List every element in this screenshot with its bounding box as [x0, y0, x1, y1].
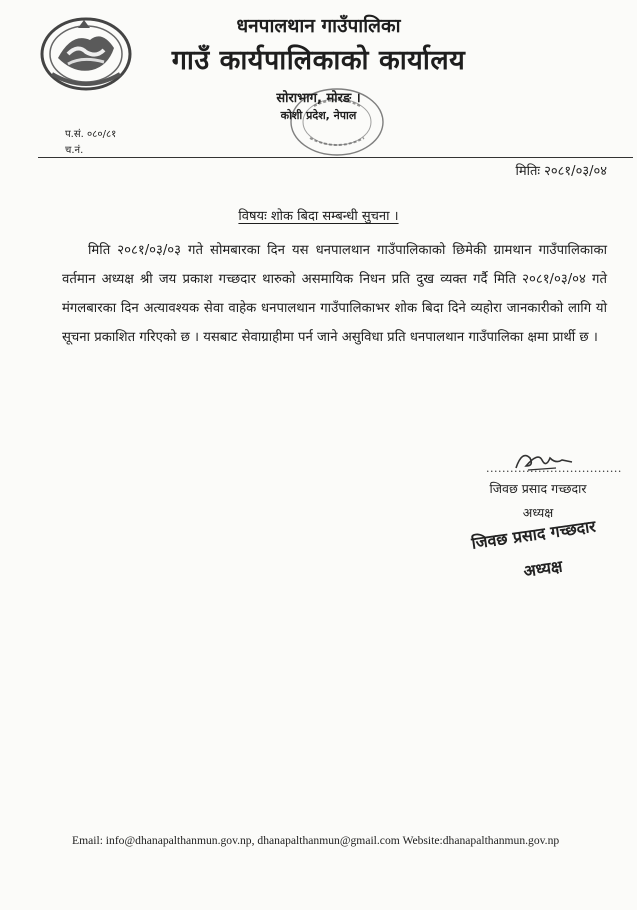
office-address: सोराभाग, मोरङ । — [276, 91, 361, 106]
document-date: मितिः २०८१/०३/०४ — [515, 164, 607, 179]
name-seal-text: जिवछ प्रसाद गच्छदार — [470, 516, 597, 553]
reference-number-label: च.नं. — [65, 145, 84, 156]
notice-body — [62, 236, 607, 352]
signature-line: .................................. — [486, 462, 622, 475]
role-seal-text: अध्यक्ष — [522, 556, 564, 581]
header-divider — [38, 157, 633, 158]
signer-name: जिवछ प्रसाद गच्छदार — [489, 481, 587, 496]
office-title: गाउँ कार्यपालिकाको कार्यालय — [171, 45, 466, 76]
signer-role: अध्यक्ष — [522, 505, 554, 520]
footer-contact: Email: info@dhanapalthanmun.gov.np, dhanapalthanmun@gmail.com Website:dhanapalthanmun.gov.np — [72, 834, 560, 847]
office-province: कोशी प्रदेश, नेपाल — [280, 109, 357, 122]
subject-text: विषयः शोक बिदा सम्बन्धी सुचना । — [238, 209, 399, 224]
office-name: धनपालथान गाउँपालिका — [236, 15, 401, 37]
fiscal-year-label: प.सं. ०८०/८१ — [65, 129, 117, 140]
subject-line — [0, 206, 637, 224]
notice-paragraph: मिति २०८१/०३/०३ गते सोमबारका दिन यस धनपालथान गाउँपालिकाको छिमेकी ग्रामथान गाउँपालिकाका वर्तमान अध्यक्ष श्री जय प्रकाश गच्छदार थारुको असमायिक निधन प्रति दुख व्यक्त गर्दै मिति २०८१/०३/०४ गते मंगलबारका दिन अत्यावश्यक सेवा वाहेक धनपालथान गाउँपालिकाभर शोक बिदा दिने व्यहोरा जानकारीको लागि यो सूचना प्रकाशित गरिएको छ । यसबाट सेवाग्राहीमा पर्न जाने असुविधा प्रति धनपालथान गाउँपालिका क्षमा प्रार्थी छ । — [62, 243, 607, 345]
